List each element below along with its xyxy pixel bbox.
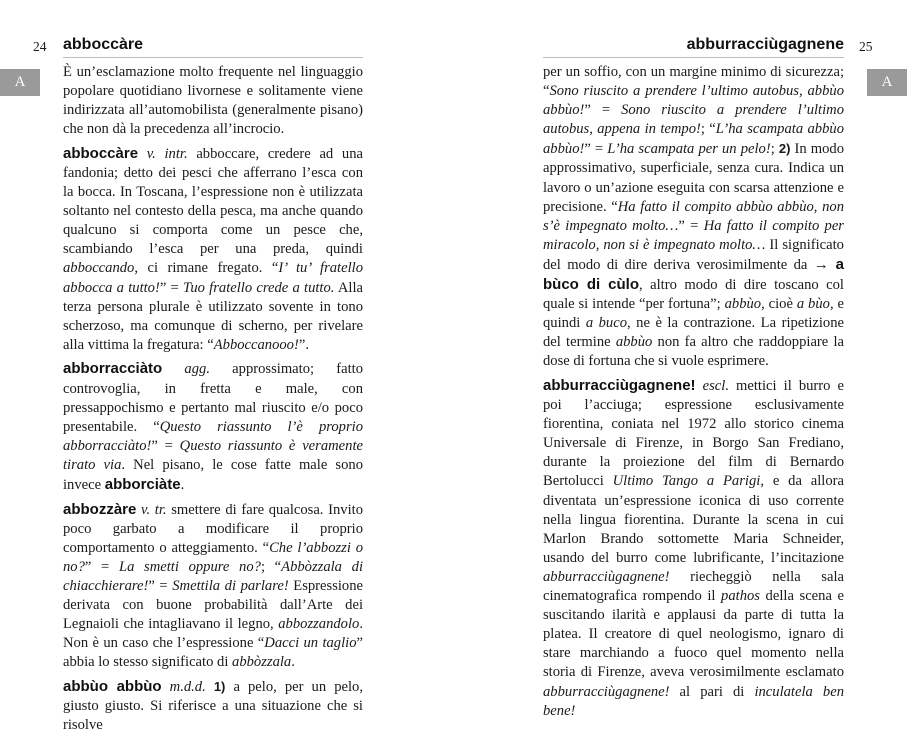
body-text: È un’esclamazione molto frequente nel linguaggio popolare quotidiano livornese e solitamente viene indirizzata all’automobilista (generalmente pisano) che non dà la precedenza all’incrocio. [63, 64, 363, 138]
headword: abburracciùgagnene! [543, 377, 696, 394]
body-text: . Non è un caso che l’espressione “ [63, 616, 363, 652]
body-text: , ne è la contrazione. La ripetizione del termine [543, 315, 844, 351]
italic-text: escl. [702, 378, 729, 394]
italic-text: Abboccanooo! [213, 336, 299, 353]
italic-text: Sono riuscito a prendere l’ultimo autobus, abbùo abbùo! [543, 83, 844, 119]
body-text: Alla terza persona plurale è utilizzato sovente in tono scherzoso, ma comunque di scherno, per rivelare alla vittima la fregatura: “ [63, 279, 363, 353]
body-text: , e da allora diventata un’espressione iconica di uso corrente nella lingua fiorentina. Durante la scena in cui Marlon Brando sottomette Maria Schneider, usando del burro come lubrificante, l’incitazione [543, 473, 844, 566]
italic-text: abburracciùgagnene! [543, 568, 670, 585]
entry-paragraph [63, 359, 363, 495]
italic-text: Ha fatto il compito abbùo abbùo, non s’è impegnato molto… [543, 198, 844, 234]
headword: abboccàre [63, 144, 139, 162]
body-text [206, 679, 214, 695]
body-text: ; [770, 141, 779, 158]
body-text: ” = [678, 217, 704, 234]
italic-text: Ha fatto il compito per miracolo, non si è impegnato molto… [543, 217, 844, 253]
headword: abborciàte [104, 475, 181, 493]
thumb-tab-right: A [867, 69, 907, 96]
entry-paragraph [63, 500, 363, 673]
running-head-right: abburracciùgagnene [686, 36, 844, 53]
headword: abborracciàto [63, 360, 163, 378]
headword: abbozzàre [63, 500, 137, 518]
italic-text: Abbòzzala di chiacchierare! [63, 558, 364, 594]
sense-number: 1) [213, 678, 226, 694]
headword: → a bùco di cùlo [543, 255, 845, 294]
headword: abbùo abbùo [63, 677, 162, 695]
running-head-left: abboccàre [63, 36, 144, 53]
body-text: , cioè [761, 296, 797, 313]
thumb-tab-left: A [0, 69, 40, 96]
body-text: In modo approssimativo, superficiale, senza cura. Indica un lavoro o un’azione eseguita con scarsa attenzione e precisione. “ [543, 141, 845, 215]
body-text: ” = [584, 141, 608, 158]
body-text: Espressione derivata con buone probabilità dall’Arte dei Legnaioli che intagliavano il legno, [63, 577, 363, 633]
italic-text: Questo riassunto l’è proprio abborracciàto! [63, 418, 364, 454]
header-rule-left [63, 57, 363, 58]
entry-paragraph [63, 144, 363, 355]
body-text: . [291, 654, 295, 671]
italic-text: Tuo fratello crede a tutto. [183, 279, 335, 296]
body-text [162, 679, 170, 695]
italic-text: a buco [585, 315, 627, 332]
italic-text: L’ha scampata abbùo abbùo! [543, 121, 844, 158]
body-text: ” = [584, 102, 622, 119]
entry-paragraph [543, 376, 844, 721]
italic-text: abboccando [63, 260, 135, 277]
italic-text: Che l’abbozzi o no? [63, 539, 363, 575]
italic-text: abbùo [724, 296, 762, 313]
entry-paragraph [63, 677, 363, 735]
body-text: per un soffio, con un margine minimo di sicurezza; “ [543, 64, 844, 100]
body-text: della scena e suscitando ilarità e applausi da parte di tutta la platea. Il creatore di quel neologismo, ignaro di stare marchiando a fuoco quel momento nella storia di Firenze, aveva verosimilmente esclamato [543, 588, 844, 681]
italic-text: Ultimo Tango a Parigi [612, 473, 761, 490]
body-text: . [180, 476, 185, 493]
italic-text: agg. [184, 361, 210, 378]
body-text [138, 146, 147, 162]
body-text: ; “ [260, 558, 282, 575]
right-page [453, 0, 907, 719]
italic-text: v. intr. [146, 145, 188, 162]
left-page [0, 0, 453, 734]
italic-text: L’ha scampata per un pelo! [607, 141, 771, 158]
body-text: al pari di [669, 683, 755, 700]
body-text: ” = [84, 558, 119, 575]
body-text [162, 361, 184, 377]
italic-text: I’ tu’ fratello abbocca a tutto! [63, 260, 363, 296]
body-text: ; “ [700, 121, 716, 138]
italic-text: pathos [721, 588, 760, 605]
entry-paragraph [63, 63, 363, 139]
body-text: Il significato del modo di dire deriva verosimilmente da [543, 236, 844, 273]
italic-text: abbozzandolo [278, 616, 360, 633]
header-rule-right [543, 57, 844, 58]
italic-text: inculatela ben bene! [543, 683, 844, 719]
italic-text: a bùo [796, 296, 830, 313]
page-number-left: 24 [33, 39, 47, 54]
body-text: approssimato; fatto controvoglia, in fretta e male, con pressappochismo e pertanto mal riuscito e/o poco presentabile. “ [63, 361, 363, 435]
body-text: ” abbia lo stesso significato di [63, 635, 363, 671]
body-text: ” = [151, 437, 180, 454]
sense-number: 2) [778, 141, 791, 157]
body-text: a pelo, per un pelo, giusto giusto. Si riferisce a una situazione che si risolve [63, 678, 363, 734]
text-column-left [63, 63, 363, 740]
italic-text: Sono riuscito a prendere l’ultimo autobus, appena in tempo! [543, 102, 844, 138]
body-text: , ci rimane fregato. “ [134, 260, 279, 277]
italic-text: abbòzzala [232, 654, 292, 671]
italic-text: Smettila di parlare! [172, 577, 289, 594]
italic-text: Questo riassunto è veramente tirato via [63, 437, 363, 473]
body-text: riecheggiò nella sala cinematografica rompendo il [543, 568, 844, 605]
body-text: abboccare, credere ad una fandonia; detto dei pesci che afferrano l’esca con la bocca. In Toscana, l’espressione non è utilizzata soltanto nel contesto della pesca, ma anche quando qualcuno si comporta come un pesce che, scambiando l’esca per una preda, quindi [63, 145, 363, 258]
body-text: mettici il burro e poi l’acciuga; espressione esclusivamente fiorentina, coniata nel 1972 allo storico cinema Universale di Firenze, in Borgo San Frediano, durante la proiezione del film di Bernardo Bertolucci [543, 378, 844, 490]
italic-text: abburracciùgagnene! [543, 683, 670, 700]
body-text: , altro modo di dire toscano col quale si intende “per fortuna”; [543, 277, 844, 313]
body-text: non fa altro che raddoppiare la dose di fortuna che si vuole esprimere. [543, 334, 845, 370]
body-text: ”. [298, 336, 309, 353]
body-text: . Nel pisano, le cose fatte male sono invece [63, 456, 363, 493]
body-text: ” = [148, 577, 173, 594]
body-text: smettere di fare qualcosa. Invito poco garbato a modificare il proprio comportamento o atteggiamento. “ [63, 501, 363, 556]
italic-text: m.d.d. [169, 678, 206, 695]
italic-text: v. tr. [141, 501, 167, 518]
entry-paragraph [543, 63, 844, 372]
body-text: , e quindi [543, 296, 844, 332]
text-column-right [543, 63, 844, 725]
page-number-right: 25 [859, 39, 873, 54]
italic-text: Dacci un taglio [264, 635, 357, 652]
italic-text: La smetti oppure no? [118, 558, 261, 575]
italic-text: abbùo [615, 334, 653, 351]
body-text [696, 378, 703, 394]
body-text: ” = [159, 279, 184, 296]
